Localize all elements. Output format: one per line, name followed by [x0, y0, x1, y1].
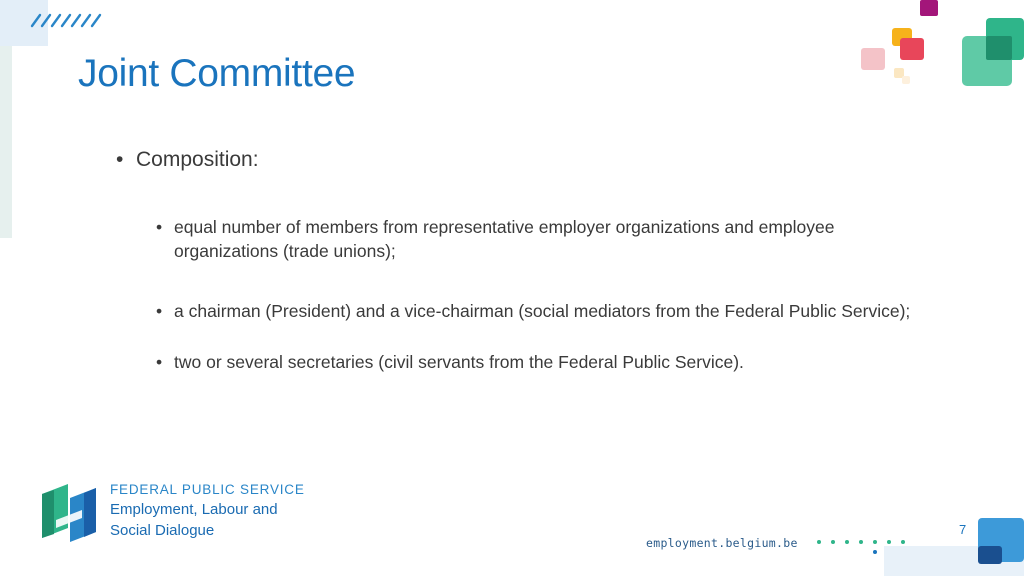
bullet-dot-icon: •	[156, 301, 163, 321]
hatch-stripes-icon	[30, 12, 106, 28]
sub-bullet-members	[156, 215, 936, 263]
bullet-dot-icon: •	[156, 217, 163, 237]
org-line-2: Employment, Labour and	[110, 501, 278, 518]
sub-bullet-text: a chairman (President) and a vice-chairman (social mediators from the Federal Public Service);	[174, 301, 911, 321]
bullet-dot-icon: •	[156, 352, 163, 372]
bullet-dot-icon: •	[116, 148, 124, 171]
website-link[interactable]: employment.belgium.be	[646, 536, 798, 550]
org-line-3: Social Dialogue	[110, 522, 215, 539]
slide-title: Joint Committee	[78, 52, 356, 95]
decorative-squares	[856, 0, 1024, 100]
sub-bullet-text: two or several secretaries (civil servants from the Federal Public Service).	[174, 352, 744, 372]
sub-bullet-chairman	[156, 299, 936, 323]
corner-squares-icon	[974, 516, 1024, 566]
sub-bullet-secretaries	[156, 350, 936, 374]
sub-bullet-text: equal number of members from representative employer organizations and employee organizations (trade unions);	[174, 217, 835, 261]
bullet-text: Composition:	[136, 148, 259, 171]
page-number: 7	[959, 522, 967, 537]
org-line-1: FEDERAL PUBLIC SERVICE	[110, 482, 305, 497]
fps-logo-icon	[38, 480, 100, 546]
organization-name	[110, 482, 305, 539]
